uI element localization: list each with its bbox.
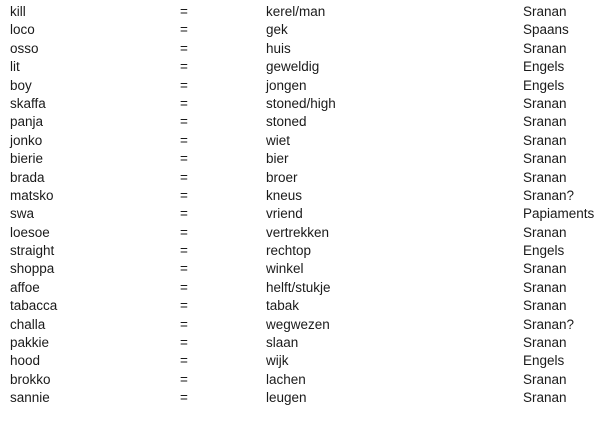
- equals-sign: =: [180, 261, 188, 277]
- equals-sign: =: [180, 243, 188, 259]
- word-origin: Engels: [523, 353, 565, 369]
- word-meaning: vertrekken: [266, 224, 330, 240]
- slang-word: sannie: [10, 390, 50, 406]
- slang-word: challa: [10, 316, 46, 332]
- word-origin: Sranan: [523, 224, 567, 240]
- equals-sign: =: [180, 353, 188, 369]
- equals-sign: =: [180, 4, 188, 19]
- list-item: [10, 132, 605, 150]
- word-meaning: slaan: [266, 335, 299, 351]
- slang-word: jonko: [10, 132, 43, 148]
- word-meaning: helft/stukje: [266, 279, 331, 295]
- equals-sign: =: [180, 206, 188, 222]
- word-origin: Sranan: [523, 151, 567, 167]
- slang-word: straight: [10, 243, 55, 259]
- equals-sign: =: [180, 59, 188, 75]
- word-meaning: gek: [266, 22, 288, 38]
- equals-sign: =: [180, 22, 188, 38]
- slang-word: matsko: [10, 187, 54, 203]
- word-meaning: winkel: [266, 261, 304, 277]
- equals-sign: =: [180, 371, 188, 387]
- slang-word: lit: [10, 59, 20, 75]
- word-origin: Sranan?: [523, 316, 575, 332]
- word-meaning: vriend: [266, 206, 303, 222]
- word-origin: Sranan: [523, 114, 567, 130]
- equals-sign: =: [180, 298, 188, 314]
- word-origin: Engels: [523, 77, 565, 93]
- list-item: [10, 389, 605, 407]
- slang-word: affoe: [10, 279, 40, 295]
- list-item: [10, 113, 605, 131]
- slang-word: tabacca: [10, 298, 58, 314]
- equals-sign: =: [180, 224, 188, 240]
- word-meaning: wegwezen: [266, 316, 330, 332]
- word-meaning: jongen: [266, 77, 307, 93]
- word-origin: Sranan: [523, 261, 567, 277]
- list-item: [10, 316, 605, 334]
- equals-sign: =: [180, 316, 188, 332]
- slang-word: osso: [10, 40, 39, 56]
- slang-word: hood: [10, 353, 41, 369]
- slang-word: panja: [10, 114, 44, 130]
- word-origin: Engels: [523, 59, 565, 75]
- word-meaning: stoned: [266, 114, 307, 130]
- list-item: [10, 352, 605, 370]
- word-origin: Sranan: [523, 298, 567, 314]
- slang-word: shoppa: [10, 261, 55, 277]
- word-origin: Sranan: [523, 95, 567, 111]
- list-item: [10, 95, 605, 113]
- word-origin: Sranan: [523, 40, 567, 56]
- slang-word: brada: [10, 169, 45, 185]
- word-meaning: broer: [266, 169, 298, 185]
- list-item: [10, 21, 605, 39]
- word-meaning: stoned/high: [266, 95, 336, 111]
- equals-sign: =: [180, 95, 188, 111]
- list-item: [10, 371, 605, 389]
- list-item: [10, 77, 605, 95]
- equals-sign: =: [180, 390, 188, 406]
- equals-sign: =: [180, 77, 188, 93]
- list-item: [10, 150, 605, 168]
- slang-word: swa: [10, 206, 35, 222]
- list-item: [10, 224, 605, 242]
- word-origin: Papiaments: [523, 206, 595, 222]
- equals-sign: =: [180, 114, 188, 130]
- word-meaning: rechtop: [266, 243, 312, 259]
- slang-word: bierie: [10, 151, 44, 167]
- equals-sign: =: [180, 40, 188, 56]
- equals-sign: =: [180, 335, 188, 351]
- word-origin: Sranan: [523, 4, 567, 19]
- word-meaning: geweldig: [266, 59, 320, 75]
- list-item: [10, 58, 605, 76]
- list-item: [10, 187, 605, 205]
- list-item: [10, 334, 605, 352]
- word-meaning: tabak: [266, 298, 300, 314]
- slang-word: loco: [10, 22, 35, 38]
- word-origin: Spaans: [523, 22, 569, 38]
- word-origin: Sranan: [523, 279, 567, 295]
- equals-sign: =: [180, 132, 188, 148]
- list-item: [10, 297, 605, 315]
- slang-word: pakkie: [10, 335, 50, 351]
- word-origin: Engels: [523, 243, 565, 259]
- slang-word: loesoe: [10, 224, 50, 240]
- word-list: [10, 3, 605, 408]
- word-origin: Sranan: [523, 169, 567, 185]
- equals-sign: =: [180, 151, 188, 167]
- list-item: [10, 40, 605, 58]
- word-meaning: bier: [266, 151, 289, 167]
- word-meaning: wijk: [266, 353, 289, 369]
- list-item: [10, 3, 605, 21]
- list-item: [10, 242, 605, 260]
- slang-word: skaffa: [10, 95, 46, 111]
- word-meaning: huis: [266, 40, 291, 56]
- list-item: [10, 260, 605, 278]
- word-meaning: wiet: [266, 132, 291, 148]
- word-origin: Sranan: [523, 132, 567, 148]
- word-meaning: lachen: [266, 371, 306, 387]
- slang-word: boy: [10, 77, 32, 93]
- equals-sign: =: [180, 187, 188, 203]
- word-origin: Sranan?: [523, 187, 575, 203]
- word-meaning: kerel/man: [266, 4, 326, 19]
- word-origin: Sranan: [523, 371, 567, 387]
- list-item: [10, 169, 605, 187]
- list-item: [10, 205, 605, 223]
- list-item: [10, 279, 605, 297]
- slang-word: brokko: [10, 371, 51, 387]
- word-origin: Sranan: [523, 335, 567, 351]
- equals-sign: =: [180, 279, 188, 295]
- word-meaning: kneus: [266, 187, 303, 203]
- word-origin: Sranan: [523, 390, 567, 406]
- word-meaning: leugen: [266, 390, 307, 406]
- slang-word: kill: [10, 4, 26, 19]
- equals-sign: =: [180, 169, 188, 185]
